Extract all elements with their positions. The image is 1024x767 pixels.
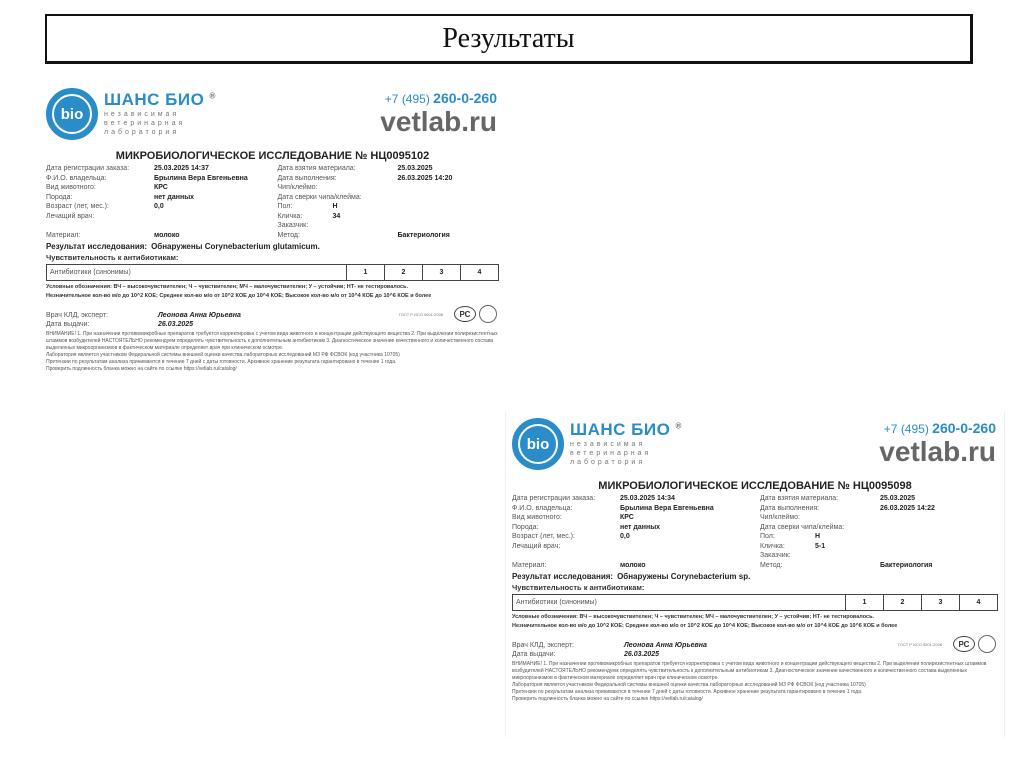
field-row: [46, 202, 268, 212]
field-label: [512, 551, 620, 561]
brand-name: ШАНС БИО ®: [570, 420, 682, 439]
legend: [40, 281, 505, 301]
field-label: Дата регистрации заказа:: [512, 495, 596, 502]
table-header-antibiotics: Антибиотики (синонимы): [47, 265, 347, 281]
field-row: [46, 221, 268, 231]
field-row: [512, 542, 750, 552]
field-value: 26.03.2025 14:20: [397, 174, 453, 182]
field-label: Дата взятия материала:: [760, 495, 839, 502]
field-label: Заказчик:: [760, 552, 791, 559]
website: vetlab.ru: [380, 106, 497, 137]
field-row: [46, 183, 268, 193]
note-4: Проверить подлинность бланка можно на сайте по ссылке https://vetlab.ru/catalog/: [512, 696, 703, 702]
legend-line-2: Незначительное кол-во м/о до 10^2 КОЕ; Среднее кол-во м/о от 10^2 КОЕ до 10^4 КОЕ; Высокое кол-во м/о от 10^4 КОЕ до 10^6 КОЕ и более: [512, 623, 898, 629]
field-label: [46, 221, 154, 231]
field-label: Чип/клеймо:: [760, 514, 800, 521]
field-value: нет данных: [154, 193, 195, 201]
field-label: Дата выполнения:: [760, 504, 820, 512]
left-fields: [512, 494, 750, 570]
table-header-antibiotics: Антибиотики (синонимы): [513, 595, 846, 611]
cert-text: ГОСТ Р ИСО 9001-2008: [398, 311, 444, 317]
contacts: [879, 420, 996, 468]
note-3: Претензии по результатам анализа принимаются в течение 7 дней с даты готовности. Архивное хранение результата гарантировано в течение 1 года.: [46, 359, 397, 365]
table-col-1: 1: [347, 265, 385, 281]
sensitivity-label: Чувствительность к антибиотикам:: [46, 253, 179, 262]
field-row: [760, 494, 998, 504]
issue-date-label: Дата выдачи:: [46, 321, 90, 328]
field-value: 25.03.2025 14:37: [154, 165, 209, 172]
field-row: [760, 551, 998, 561]
field-row: [760, 513, 998, 523]
sensitivity-label: Чувствительность к антибиотикам:: [512, 583, 645, 592]
website: vetlab.ru: [879, 436, 996, 467]
field-value: 26.03.2025 14:22: [880, 504, 935, 512]
field-label: Дата выполнения:: [277, 174, 337, 182]
note-1: ВНИМАНИЕ! 1. При назначении противомикробных препаратов требуется корректировка с учетом вида животного и концентрации действующего вещества 2. При выделении полирезистентных штаммов возбудителей НАСТОЯТЕЛЬНО рекомендуем определять чувствительность к дополнительным антибиотикам 3. Диагностическое значение качественного и количественного состава выделенных микроорганизмов в фактическом материале определяет врач при клиническом осмотре.: [512, 661, 987, 681]
field-label: Порода:: [46, 193, 73, 201]
legend-line-2: Незначительное кол-во м/о до 10^2 КОЕ; Среднее кол-во м/о от 10^2 КОЕ до 10^4 КОЕ; Высокое кол-во м/о от 10^4 КОЕ до 10^6 КОЕ и более: [46, 293, 432, 299]
field-row: [760, 532, 998, 542]
brand-block: [570, 420, 682, 467]
issue-date: 26.03.2025: [624, 651, 660, 658]
notes: [506, 659, 1004, 705]
table-col-2: 2: [884, 595, 922, 611]
legend-line-1: Условные обозначения: ВЧ – высокочувствителен; Ч – чувствителен; МЧ – малочувствителен; У – устойчив; НТ- не тестировалось.: [512, 614, 874, 620]
legend: [506, 611, 1004, 631]
field-row: [278, 212, 500, 222]
field-value: Бактериология: [397, 231, 450, 239]
field-value: нет данных: [620, 523, 661, 531]
field-value: 5-1: [815, 542, 826, 550]
field-row: [512, 494, 750, 504]
field-label: Кличка:: [760, 542, 785, 550]
contacts: [380, 90, 497, 138]
signature-block: [40, 301, 505, 329]
report-fields: [506, 492, 1004, 570]
rostest-mark-icon: РС: [953, 636, 975, 652]
note-2: Лаборатория является участником Федеральной системы внешней оценки качества лабораторных исследований МЗ РФ ФСВОК (код участника 10705): [46, 352, 400, 358]
field-value: Бактериология: [880, 561, 933, 569]
phone: +7 (495) 260-0-260: [883, 420, 996, 436]
field-label: Материал:: [46, 231, 81, 239]
table-row: [47, 265, 499, 281]
field-row: [46, 164, 268, 174]
field-label: Возраст (лет, мес.):: [512, 533, 575, 540]
field-value: 0,0: [620, 533, 630, 540]
field-label: Кличка:: [277, 212, 303, 220]
field-row: [46, 193, 268, 203]
field-value: Брылина Вера Евгеньевна: [620, 504, 714, 512]
field-row: [278, 183, 500, 193]
field-row: [278, 174, 500, 184]
field-row: [760, 504, 998, 514]
result-value: Обнаружены Corynebacterium glutamicum.: [151, 242, 320, 251]
logo-text: bio: [52, 94, 92, 134]
note-3: Претензии по результатам анализа принимаются в течение 7 дней с даты готовности. Архивное хранение результата гарантировано в течение 1 года.: [512, 689, 863, 695]
field-label: Порода:: [512, 523, 539, 531]
field-label: Возраст (лет, мес.):: [46, 203, 109, 210]
field-label: Ф.И.О. владельца:: [512, 504, 573, 512]
field-value: молоко: [154, 231, 180, 239]
brand-sub-1: независимая: [570, 441, 646, 448]
field-label: Материал:: [512, 561, 547, 569]
field-row: [278, 193, 500, 203]
bio-logo-icon: [46, 88, 98, 140]
table-col-3: 3: [922, 595, 960, 611]
field-label: Пол:: [760, 533, 775, 540]
brand-sub-1: независимая: [104, 111, 180, 118]
field-label: Заказчик:: [277, 222, 309, 229]
antibiotics-table: [512, 594, 998, 611]
signature-block: [506, 631, 1004, 659]
report-header: [506, 412, 1004, 478]
result-line: Результат исследования: Обнаружены Corynebacterium glutamicum.: [46, 242, 320, 251]
issue-date: 26.03.2025: [158, 321, 194, 328]
report-title: МИКРОБИОЛОГИЧЕСКОЕ ИССЛЕДОВАНИЕ № НЦ0095098: [598, 480, 912, 492]
field-label: Лечащий врач:: [512, 542, 561, 550]
doctor-label: Врач КЛД, эксперт:: [512, 642, 574, 649]
field-value: Н: [332, 203, 338, 210]
result-value: Обнаружены Corynebacterium sp.: [617, 572, 751, 581]
report-title: МИКРОБИОЛОГИЧЕСКОЕ ИССЛЕДОВАНИЕ № НЦ0095102: [115, 150, 430, 162]
field-row: [46, 174, 268, 184]
notes: [40, 329, 505, 375]
field-value: КРС: [154, 184, 168, 191]
field-label: Метод:: [277, 231, 300, 239]
field-label: Дата взятия материала:: [277, 165, 356, 172]
field-value: Н: [815, 533, 821, 540]
field-row: [46, 212, 268, 222]
field-label: Вид животного:: [46, 184, 96, 191]
bio-logo-icon: [512, 418, 564, 470]
seal-icon: [479, 305, 497, 323]
result-line: Результат исследования: Обнаружены Corynebacterium sp.: [512, 572, 751, 581]
field-row: [278, 202, 500, 212]
field-row: [46, 231, 268, 241]
field-row: [278, 231, 500, 241]
seal-icon: [978, 635, 996, 653]
table-row: [513, 595, 998, 611]
field-value: 25.03.2025 14:34: [620, 495, 675, 502]
left-fields: [46, 164, 268, 240]
field-row: [760, 523, 998, 533]
field-value: 0,0: [154, 203, 164, 210]
field-label: Ф.И.О. владельца:: [46, 174, 107, 182]
certification: [890, 635, 996, 653]
doctor-label: Врач КЛД, эксперт:: [46, 312, 108, 319]
legend-line-1: Условные обозначения: ВЧ – высокочувствителен; Ч – чувствителен; МЧ – малочувствителен; У – устойчив; НТ- не тестировалось.: [46, 284, 408, 290]
right-fields: [278, 164, 500, 240]
field-value: 34: [332, 212, 341, 220]
cert-text: ГОСТ Р ИСО 9001-2008: [897, 641, 943, 647]
lab-report-2: [505, 412, 1005, 737]
field-label: Метод:: [760, 561, 783, 569]
field-label: Дата сверки чипа/клейма:: [760, 523, 845, 531]
field-label: Вид животного:: [512, 514, 562, 521]
field-label: Дата сверки чипа/клейма:: [277, 193, 362, 201]
table-col-3: 3: [423, 265, 461, 281]
note-1: ВНИМАНИЕ! 1. При назначении противомикробных препаратов требуется корректировка с учетом вида животного и концентрации действующего вещества 2. При выделении полирезистентных штаммов возбудителей НАСТОЯТЕЛЬНО рекомендуем определять чувствительность к дополнительным антибиотикам 3. Диагностическое значение качественного и количественного состава выделенных микроорганизмов в фактическом материале определяет врач при клиническом осмотре.: [46, 331, 498, 351]
logo-text: bio: [518, 424, 558, 464]
table-col-4: 4: [461, 265, 499, 281]
field-row: [278, 221, 500, 231]
note-4: Проверить подлинность бланка можно на сайте по ссылке https://vetlab.ru/catalog/: [46, 366, 237, 372]
doctor-name: Леонова Анна Юрьевна: [624, 642, 707, 649]
brand-sub-3: лаборатория: [104, 129, 180, 136]
right-fields: [760, 494, 998, 570]
field-row: [512, 504, 750, 514]
brand-sub-2: ветеринарная: [570, 450, 652, 457]
brand-sub-2: ветеринарная: [104, 120, 186, 127]
certification: [391, 305, 497, 323]
field-row: [512, 513, 750, 523]
field-row: [512, 532, 750, 542]
table-col-4: 4: [960, 595, 998, 611]
doctor-name: Леонова Анна Юрьевна: [158, 312, 241, 319]
table-col-2: 2: [385, 265, 423, 281]
lab-report-1: [40, 82, 505, 392]
brand-sub-3: лаборатория: [570, 459, 646, 466]
field-row: [512, 551, 750, 561]
field-value: 25.03.2025: [397, 165, 433, 172]
report-header: [40, 82, 505, 148]
field-value: КРС: [620, 514, 634, 521]
field-row: [512, 561, 750, 571]
field-row: [278, 164, 500, 174]
rostest-mark-icon: РС: [454, 306, 476, 322]
antibiotics-table: [46, 264, 499, 281]
field-label: Дата регистрации заказа:: [46, 165, 130, 172]
brand-name: ШАНС БИО ®: [104, 90, 216, 109]
field-value: Брылина Вера Евгеньевна: [154, 174, 248, 182]
note-2: Лаборатория является участником Федеральной системы внешней оценки качества лабораторных исследований МЗ РФ ФСВОК (код участника 10705): [512, 682, 866, 688]
field-row: [512, 523, 750, 533]
field-label: Чип/клеймо:: [277, 184, 318, 191]
brand-block: [104, 90, 216, 137]
table-col-1: 1: [846, 595, 884, 611]
report-fields: [40, 162, 505, 240]
issue-date-label: Дата выдачи:: [512, 651, 556, 658]
field-value: 25.03.2025: [880, 495, 916, 502]
field-row: [760, 542, 998, 552]
phone: +7 (495) 260-0-260: [384, 90, 497, 106]
field-value: молоко: [620, 561, 646, 569]
field-label: Пол:: [277, 203, 293, 210]
field-row: [760, 561, 998, 571]
field-label: Лечащий врач:: [46, 212, 95, 220]
slide-title: Результаты: [45, 14, 973, 64]
